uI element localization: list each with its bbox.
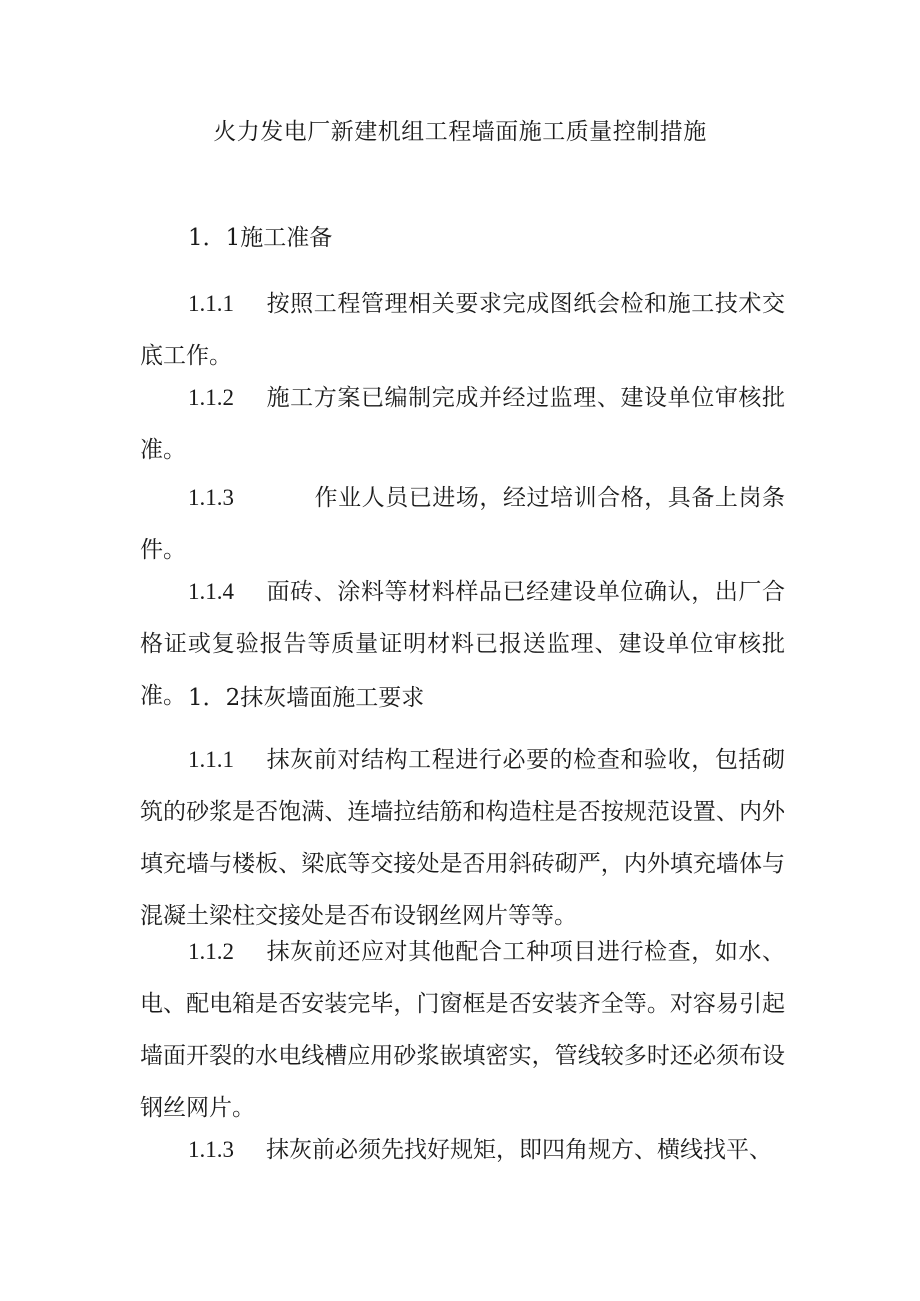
clause-number: 1.1.1 xyxy=(188,747,234,772)
clause-text: 施工方案已编制完成并经过监理、建设单位审核批准。 xyxy=(140,385,785,463)
clause-text: 作业人员已进场，经过培训合格，具备上岗条件。 xyxy=(140,485,785,563)
section-heading-plastering: 1．2抹灰墙面施工要求 xyxy=(188,685,425,711)
document-title: 火力发电厂新建机组工程墙面施工质量控制措施 xyxy=(213,119,707,145)
paragraph-2-1-2 xyxy=(140,926,785,1134)
paragraph-2-1-1 xyxy=(140,734,785,942)
clause-number: 1.1.3 xyxy=(188,485,234,510)
clause-text: 面砖、涂料等材料样品已经建设单位确认，出厂合格证或复验报告等质量证明材料已报送监理、建设单位审核批准。 xyxy=(140,579,785,709)
clause-text: 抹灰前对结构工程进行必要的检查和验收，包括砌筑的砂浆是否饱满、连墙拉结筋和构造柱是否按规范设置、内外填充墙与楼板、梁底等交接处是否用斜砖砌严，内外填充墙体与混凝土梁柱交接处是否布设钢丝网片等等。 xyxy=(140,747,785,929)
clause-number: 1.1.2 xyxy=(188,385,234,410)
clause-number: 1.1.2 xyxy=(188,939,234,964)
paragraph-1-1-1 xyxy=(140,278,785,382)
clause-text: 抹灰前还应对其他配合工种项目进行检查，如水、电、配电箱是否安装完毕，门窗框是否安装齐全等。对容易引起墙面开裂的水电线槽应用砂浆嵌填密实，管线较多时还必须布设钢丝网片。 xyxy=(140,939,785,1121)
section-heading-preparation: 1．1施工准备 xyxy=(188,225,333,251)
paragraph-2-1-3 xyxy=(140,1124,785,1176)
clause-number: 1.1.4 xyxy=(188,579,234,604)
paragraph-1-1-3 xyxy=(140,472,785,576)
clause-number: 1.1.1 xyxy=(188,291,234,316)
clause-text: 抹灰前必须先找好规矩，即四角规方、横线找平、 xyxy=(266,1137,772,1163)
clause-number: 1.1.3 xyxy=(188,1137,234,1162)
clause-text: 按照工程管理相关要求完成图纸会检和施工技术交底工作。 xyxy=(140,291,785,369)
paragraph-1-1-2 xyxy=(140,372,785,476)
